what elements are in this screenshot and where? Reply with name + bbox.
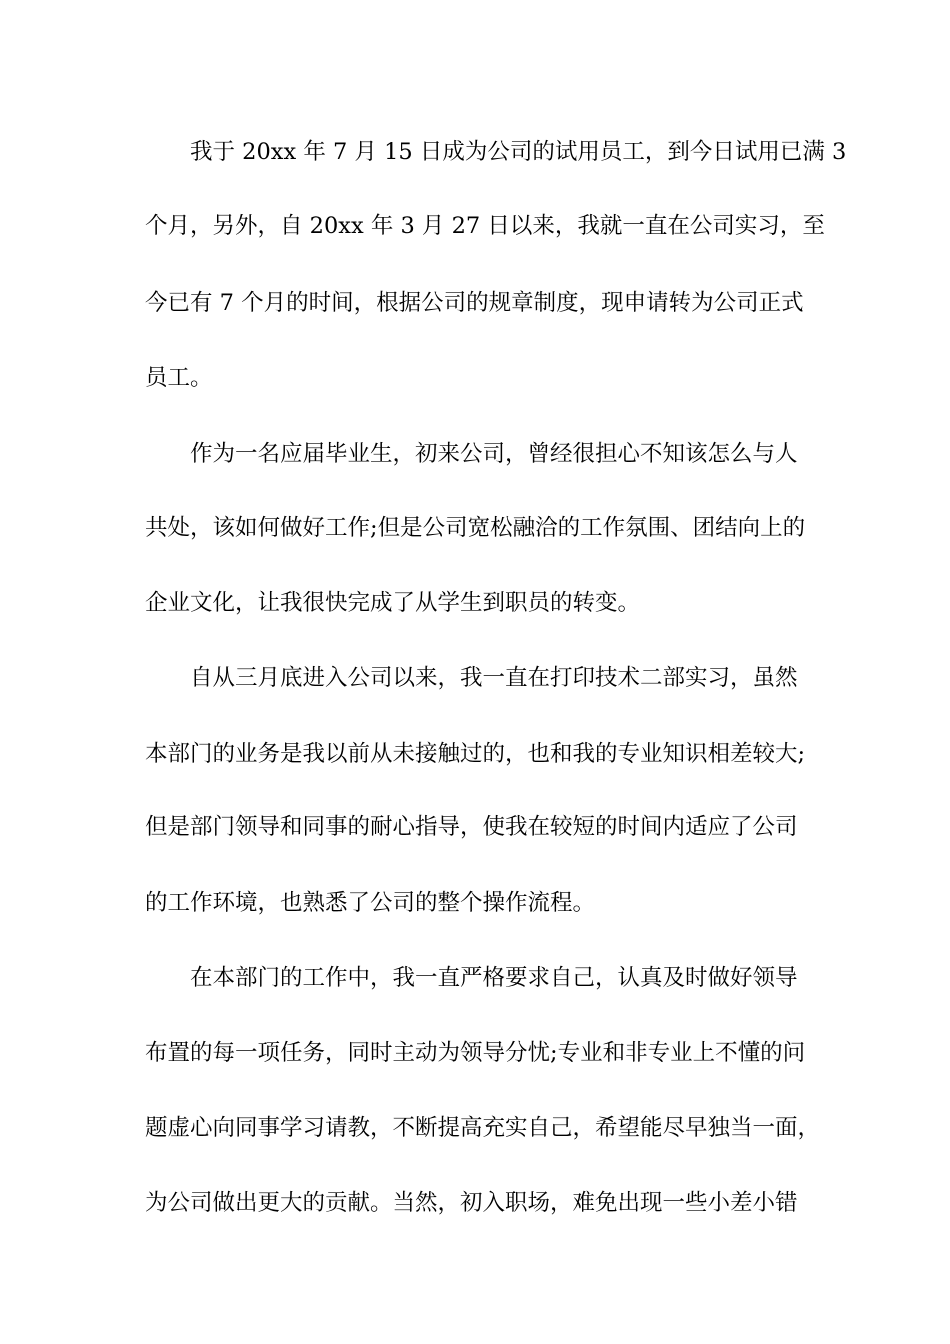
paragraph-4-line-3: 题虚心向同事学习请教，不断提高充实自己，希望能尽早独当一面， bbox=[145, 1115, 821, 1141]
paragraph-1-line-3: 今已有 7 个月的时间，根据公司的规章制度，现申请转为公司正式 bbox=[145, 290, 804, 316]
paragraph-4-line-4: 为公司做出更大的贡献。当然，初入职场，难免出现一些小差小错 bbox=[145, 1190, 798, 1216]
paragraph-1-line-4: 员工。 bbox=[145, 365, 213, 391]
paragraph-3-line-4: 的工作环境，也熟悉了公司的整个操作流程。 bbox=[145, 890, 596, 916]
paragraph-3-line-3: 但是部门领导和同事的耐心指导，使我在较短的时间内适应了公司 bbox=[145, 814, 798, 840]
paragraph-1-line-2: 个月，另外，自 20xx 年 3 月 27 日以来，我就一直在公司实习，至 bbox=[145, 213, 825, 239]
paragraph-3-line-1: 自从三月底进入公司以来，我一直在打印技术二部实习，虽然 bbox=[190, 665, 798, 691]
paragraph-2-line-2: 共处，该如何做好工作;但是公司宽松融洽的工作氛围、团结向上的 bbox=[145, 515, 806, 541]
paragraph-2-line-1: 作为一名应届毕业生，初来公司，曾经很担心不知该怎么与人 bbox=[190, 441, 798, 467]
paragraph-3-line-2: 本部门的业务是我以前从未接触过的，也和我的专业知识相差较大; bbox=[145, 741, 806, 767]
paragraph-4-line-1: 在本部门的工作中，我一直严格要求自己，认真及时做好领导 bbox=[190, 965, 798, 991]
paragraph-2-line-3: 企业文化，让我很快完成了从学生到职员的转变。 bbox=[145, 590, 641, 616]
paragraph-4-line-2: 布置的每一项任务，同时主动为领导分忧;专业和非专业上不懂的问 bbox=[145, 1040, 806, 1066]
paragraph-1-line-1: 我于 20xx 年 7 月 15 日成为公司的试用员工，到今日试用已满 3 bbox=[190, 139, 847, 165]
